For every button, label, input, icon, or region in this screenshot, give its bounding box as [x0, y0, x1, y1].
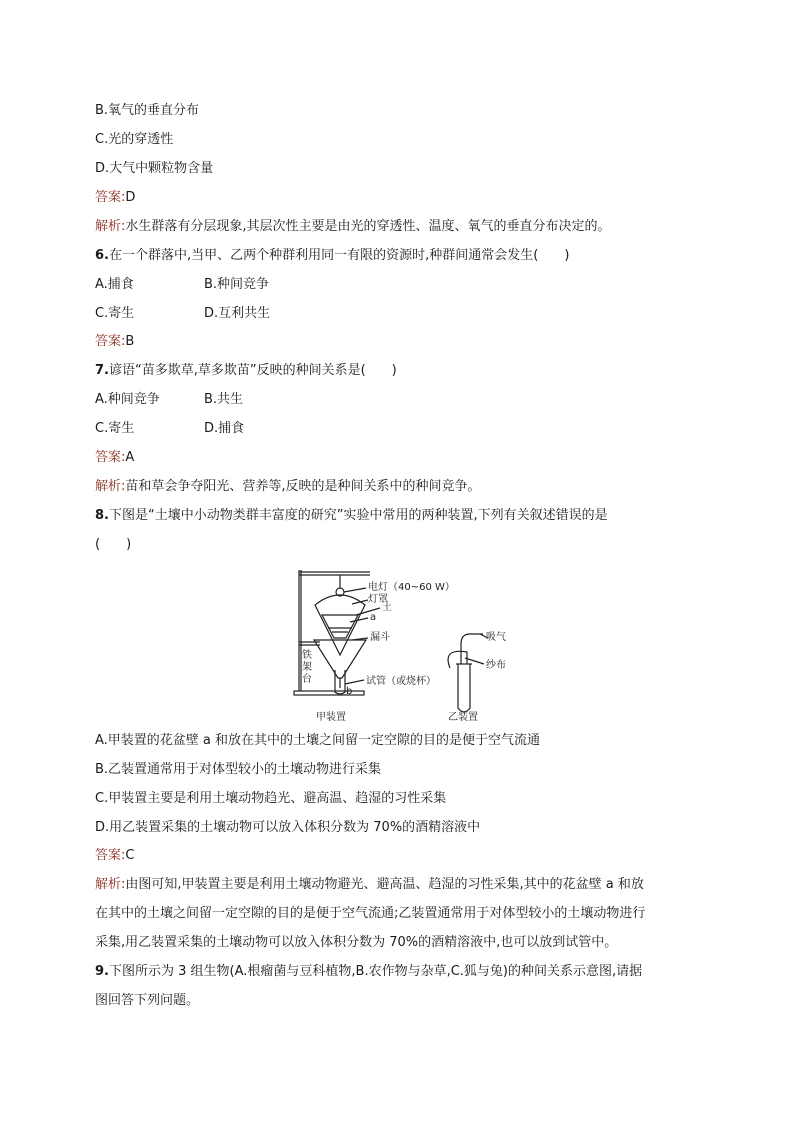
- suction-pipe: [461, 634, 483, 664]
- q6-option-d: D.互利共生: [204, 306, 271, 321]
- lamp-shade: [315, 595, 365, 655]
- label-lamp: 电灯（40~60 W）: [368, 582, 455, 593]
- q8-analysis-line-3: 采集,用乙装置采集的土壤动物可以放入体积分数为 70%的酒精溶液中,也可以放到试管中。: [95, 935, 618, 950]
- q5-option-d: D.大气中颗粒物含量: [95, 161, 214, 176]
- apparatus-diagram: [280, 560, 520, 730]
- q7-options-row-2: [95, 420, 395, 438]
- q6-option-c: C.寄生: [95, 306, 135, 321]
- question-number: 8.: [95, 508, 109, 523]
- q8-apparatus-figure: [280, 560, 520, 730]
- q8-analysis-line-1: [95, 876, 644, 894]
- stand-base: [294, 691, 364, 695]
- question-text: 下图所示为 3 组生物(A.根瘤菌与豆科植物,B.农作物与杂草,C.狐与兔)的种间关系示意图,请据: [108, 964, 643, 979]
- q8-option-d: D.用乙装置采集的土壤动物可以放入体积分数为 70%的酒精溶液中: [95, 820, 481, 835]
- answer-label: 答案:: [95, 334, 126, 349]
- q7-answer: [95, 449, 134, 467]
- q5-option-c: C.光的穿透性: [95, 132, 174, 147]
- q8-answer-paren: ( ): [95, 537, 132, 552]
- q6-options-row-1: [95, 276, 395, 294]
- answer-value: C: [125, 848, 135, 863]
- q7-option-b: B.共生: [204, 392, 244, 407]
- q6-option-b: B.种间竞争: [204, 277, 270, 292]
- label-tube: 试管（或烧杯）: [366, 676, 436, 687]
- q9-stem-line-1: [95, 963, 642, 981]
- label-yi: 乙装置: [448, 712, 478, 723]
- question-number: 6.: [95, 248, 109, 263]
- q6-answer: [95, 333, 134, 351]
- q5-answer: [95, 189, 135, 207]
- question-text: 下图是“土壤中小动物类群丰富度的研究”实验中常用的两种装置,下列有关叙述错误的是: [108, 508, 608, 523]
- label-a: a: [370, 612, 377, 623]
- analysis-text: 水生群落有分层现象,其层次性主要是由光的穿透性、温度、氧气的垂直分布决定的。: [125, 219, 611, 234]
- q8-answer: [95, 847, 134, 865]
- answer-value: A: [125, 450, 135, 465]
- q6-option-a: A.捕食: [95, 277, 134, 292]
- q7-analysis: [95, 478, 481, 496]
- analysis-text: 苗和草会争夺阳光、营养等,反映的是种间关系中的种间竞争。: [125, 479, 481, 494]
- label-soil: 土: [382, 602, 392, 613]
- question-number: 7.: [95, 363, 109, 378]
- label-funnel: 漏斗: [370, 632, 390, 643]
- question-number: 9.: [95, 964, 109, 979]
- q8-analysis-line-2: 在其中的土壤之间留一定空隙的目的是便于空气流通;乙装置通常用于对体型较小的土壤动物进行: [95, 906, 646, 921]
- label-shade: 灯罩: [368, 594, 388, 605]
- answer-label: 答案:: [95, 848, 126, 863]
- question-text: 谚语“苗多欺草,草多欺苗”反映的种间关系是( ): [108, 363, 397, 378]
- q7-stem: [95, 362, 397, 380]
- q8-option-b: B.乙装置通常用于对体型较小的土壤动物进行采集: [95, 762, 382, 777]
- q7-option-c: C.寄生: [95, 421, 135, 436]
- q7-option-a: A.种间竞争: [95, 392, 160, 407]
- q8-option-a: A.甲装置的花盆壁 a 和放在其中的土壤之间留一定空隙的目的是便于空气流通: [95, 733, 541, 748]
- analysis-label: 解析:: [95, 877, 126, 892]
- q8-stem: [95, 507, 608, 525]
- answer-label: 答案:: [95, 190, 126, 205]
- question-text: 在一个群落中,当甲、乙两个种群利用同一有限的资源时,种群间通常会发生( ): [108, 248, 570, 263]
- soil-pot: [322, 615, 358, 638]
- analysis-text: 由图可知,甲装置主要是利用土壤动物避光、避高温、趋湿的习性采集,其中的花盆壁 a 和放: [125, 877, 644, 892]
- label-stand-3: 台: [302, 674, 312, 685]
- q7-options-row-1: [95, 391, 395, 409]
- funnel: [314, 640, 366, 678]
- soil-lines: [328, 628, 352, 632]
- q5-option-b: B.氧气的垂直分布: [95, 103, 200, 118]
- answer-value: B: [125, 334, 135, 349]
- analysis-label: 解析:: [95, 479, 126, 494]
- q5-analysis: [95, 218, 611, 236]
- suction-tube: [458, 664, 470, 712]
- label-stand-1: 铁: [302, 650, 312, 661]
- q6-options-row-2: [95, 305, 395, 323]
- q8-option-c: C.甲装置主要是利用土壤动物趋光、避高温、趋湿的习性采集: [95, 791, 447, 806]
- q7-option-d: D.捕食: [204, 421, 245, 436]
- q9-stem-line-2: 图回答下列问题。: [95, 993, 200, 1008]
- analysis-label: 解析:: [95, 219, 126, 234]
- label-suck: 吸气: [486, 632, 506, 643]
- label-stand-2: 架: [302, 662, 312, 673]
- answer-value: D: [125, 190, 136, 205]
- q6-stem: [95, 247, 569, 265]
- label-jia: 甲装置: [316, 712, 346, 723]
- answer-label: 答案:: [95, 450, 126, 465]
- label-b: b: [346, 686, 353, 697]
- label-gauze: 纱布: [486, 660, 506, 671]
